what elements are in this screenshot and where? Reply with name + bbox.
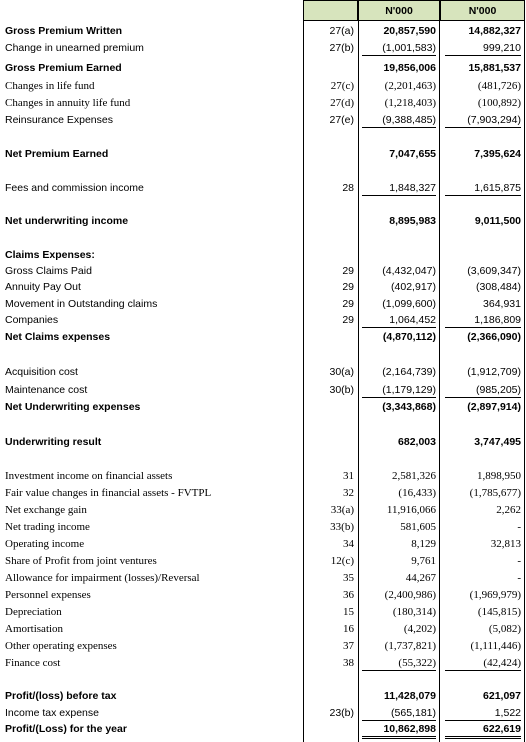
row-label: Fair value changes in financial assets - FVTPL <box>5 487 212 499</box>
statement-row <box>0 722 526 736</box>
header-prior-year: N'000 <box>440 0 525 21</box>
row-label: Reinsurance Expenses <box>5 114 113 126</box>
row-value-prior: (7,903,294) <box>445 113 521 128</box>
row-note: 29 <box>342 265 354 277</box>
row-note: 12(c) <box>330 555 354 567</box>
row-label: Fees and commission income <box>5 182 144 194</box>
statement-row <box>0 248 526 262</box>
row-note: 32 <box>343 487 354 499</box>
row-value-prior: (2,897,914) <box>467 401 521 413</box>
header-current-year: N'000 <box>358 0 440 21</box>
statement-row <box>0 79 526 93</box>
row-value-prior: 1,898,950 <box>477 470 521 482</box>
row-note: 30(b) <box>329 384 354 396</box>
row-label: Claims Expenses: <box>5 249 95 261</box>
row-label: Gross Claims Paid <box>5 265 92 277</box>
row-label: Income tax expense <box>5 707 99 719</box>
statement-row <box>0 313 526 327</box>
row-value-prior: 622,619 <box>445 722 521 739</box>
row-value-current: (55,322) <box>362 656 436 671</box>
row-note: 28 <box>342 182 354 194</box>
row-note: 29 <box>342 298 354 310</box>
row-value-current: (4,870,112) <box>382 331 436 343</box>
row-value-current: (1,737,821) <box>384 640 436 652</box>
row-value-prior: 999,210 <box>445 41 521 56</box>
statement-row <box>0 24 526 38</box>
row-label: Depreciation <box>5 606 62 618</box>
row-value-prior: 32,813 <box>490 538 521 550</box>
row-value-prior: (985,205) <box>445 383 521 398</box>
row-value-current: 682,003 <box>398 436 436 448</box>
row-value-prior: (42,424) <box>445 656 521 671</box>
row-label: Underwriting result <box>5 436 102 448</box>
row-note: 27(c) <box>330 80 354 92</box>
statement-row <box>0 61 526 75</box>
row-label: Investment income on financial assets <box>5 470 173 482</box>
statement-row <box>0 147 526 161</box>
statement-row <box>0 435 526 449</box>
row-value-prior: 15,881,537 <box>468 62 521 74</box>
row-label: Profit/(Loss) for the year <box>5 723 127 735</box>
row-value-prior: - <box>517 555 521 567</box>
statement-row <box>0 639 526 653</box>
row-note: 31 <box>343 470 354 482</box>
row-value-prior: (5,082) <box>488 623 521 635</box>
row-label: Profit/(loss) before tax <box>5 690 117 702</box>
row-value-current: (565,181) <box>362 706 436 721</box>
row-note: 23(b) <box>329 707 354 719</box>
row-value-current: 7,047,655 <box>389 148 436 160</box>
row-label: Maintenance cost <box>5 384 88 396</box>
statement-row <box>0 365 526 379</box>
row-label: Net Premium Earned <box>5 148 109 160</box>
statement-row <box>0 469 526 483</box>
row-note: 33(a) <box>330 504 354 516</box>
row-value-prior: 1,615,875 <box>445 181 521 196</box>
statement-row <box>0 520 526 534</box>
row-value-prior: 2,262 <box>496 504 521 516</box>
row-label: Net Underwriting expenses <box>5 401 141 413</box>
row-note: 16 <box>343 623 354 635</box>
header-spacer-cell <box>303 0 358 21</box>
row-value-prior: 1,522 <box>445 706 521 721</box>
row-label: Share of Profit from joint ventures <box>5 555 157 567</box>
row-value-prior: 364,931 <box>483 298 521 310</box>
row-value-current: 9,761 <box>411 555 436 567</box>
row-value-current: 10,862,898 <box>362 722 436 739</box>
statement-row <box>0 41 526 55</box>
statement-row <box>0 689 526 703</box>
row-value-current: (2,201,463) <box>384 80 436 92</box>
statement-row <box>0 113 526 127</box>
row-value-current: (1,099,600) <box>382 298 436 310</box>
statement-row <box>0 554 526 568</box>
row-note: 33(b) <box>330 521 354 533</box>
row-value-current: 1,064,452 <box>362 313 436 328</box>
row-value-prior: (100,892) <box>477 97 521 109</box>
statement-row <box>0 400 526 414</box>
statement-row <box>0 297 526 311</box>
row-label: Annuity Pay Out <box>5 281 81 293</box>
row-value-current: (4,432,047) <box>382 265 436 277</box>
row-value-current: (1,179,129) <box>362 383 436 398</box>
row-note: 38 <box>343 657 354 669</box>
row-note: 29 <box>342 281 354 293</box>
row-value-current: (1,218,403) <box>384 97 436 109</box>
statement-row <box>0 503 526 517</box>
row-label: Operating income <box>5 538 85 550</box>
statement-row <box>0 588 526 602</box>
row-note: 29 <box>342 314 354 326</box>
row-label: Other operating expenses <box>5 640 117 652</box>
row-label: Net exchange gain <box>5 504 87 516</box>
row-value-prior: - <box>517 572 521 584</box>
row-label: Allowance for impairment (losses)/Reversal <box>5 572 200 584</box>
row-value-current: (9,388,485) <box>362 113 436 128</box>
row-value-current: 11,428,079 <box>384 690 436 702</box>
row-value-current: 20,857,590 <box>383 25 436 37</box>
row-value-prior: - <box>517 521 521 533</box>
statement-row <box>0 383 526 397</box>
row-value-prior: 7,395,624 <box>474 148 521 160</box>
row-label: Acquisition cost <box>5 366 78 378</box>
row-value-prior: (481,726) <box>477 80 521 92</box>
row-note: 30(a) <box>329 366 354 378</box>
statement-row <box>0 537 526 551</box>
statement-row <box>0 280 526 294</box>
row-value-current: 19,856,006 <box>383 62 436 74</box>
row-value-current: 581,605 <box>400 521 436 533</box>
row-value-prior: (1,111,446) <box>470 640 521 652</box>
row-label: Companies <box>5 314 59 326</box>
row-value-prior: (1,969,979) <box>469 589 521 601</box>
statement-row <box>0 706 526 720</box>
row-value-current: (2,164,739) <box>382 366 436 378</box>
statement-row <box>0 486 526 500</box>
row-label: Changes in life fund <box>5 80 95 92</box>
row-value-current: (4,202) <box>403 623 436 635</box>
row-value-current: 1,848,327 <box>362 181 436 196</box>
row-value-current: (180,314) <box>392 606 436 618</box>
row-value-prior: (145,815) <box>477 606 521 618</box>
row-value-prior: (1,785,677) <box>469 487 521 499</box>
row-label: Net Claims expenses <box>5 331 111 343</box>
row-value-prior: (3,609,347) <box>467 265 521 277</box>
row-label: Amortisation <box>5 623 64 635</box>
statement-row <box>0 96 526 110</box>
row-note: 35 <box>343 572 354 584</box>
row-value-current: 11,916,066 <box>386 504 436 516</box>
row-label: Gross Premium Earned <box>5 62 122 74</box>
row-value-current: 44,267 <box>405 572 436 584</box>
row-value-current: (16,433) <box>398 487 436 499</box>
row-note: 27(a) <box>329 25 354 37</box>
row-value-current: (1,001,583) <box>362 41 436 56</box>
row-label: Changes in annuity life fund <box>5 97 131 109</box>
statement-row <box>0 605 526 619</box>
statement-row <box>0 571 526 585</box>
row-note: 36 <box>343 589 354 601</box>
row-note: 27(b) <box>329 42 354 54</box>
row-note: 34 <box>343 538 354 550</box>
row-value-current: 8,129 <box>411 538 436 550</box>
row-note: 27(d) <box>330 97 354 109</box>
row-label: Finance cost <box>5 657 61 669</box>
row-note: 27(e) <box>329 114 354 126</box>
row-value-current: (3,343,868) <box>382 401 436 413</box>
row-label: Change in unearned premium <box>5 42 144 54</box>
row-value-current: 8,895,983 <box>389 215 436 227</box>
row-value-current: 2,581,326 <box>392 470 436 482</box>
row-value-prior: 14,882,327 <box>468 25 521 37</box>
row-value-prior: 621,097 <box>483 690 521 702</box>
row-value-prior: 9,011,500 <box>474 215 521 227</box>
row-note: 37 <box>343 640 354 652</box>
statement-row <box>0 264 526 278</box>
statement-row <box>0 330 526 344</box>
statement-row <box>0 181 526 195</box>
statement-row <box>0 656 526 670</box>
row-value-prior: (1,912,709) <box>467 366 521 378</box>
row-value-prior: (308,484) <box>476 281 521 293</box>
statement-row <box>0 622 526 636</box>
row-value-current: (2,400,986) <box>384 589 436 601</box>
row-value-prior: 3,747,495 <box>474 436 521 448</box>
row-label: Personnel expenses <box>5 589 91 601</box>
row-label: Gross Premium Written <box>5 25 123 37</box>
row-label: Net trading income <box>5 521 90 533</box>
row-note: 15 <box>343 606 354 618</box>
statement-row <box>0 214 526 228</box>
row-value-current: (402,917) <box>391 281 436 293</box>
row-value-prior: 1,186,809 <box>445 313 521 328</box>
row-value-prior: (2,366,090) <box>467 331 521 343</box>
row-label: Net underwriting income <box>5 215 129 227</box>
row-label: Movement in Outstanding claims <box>5 298 158 310</box>
